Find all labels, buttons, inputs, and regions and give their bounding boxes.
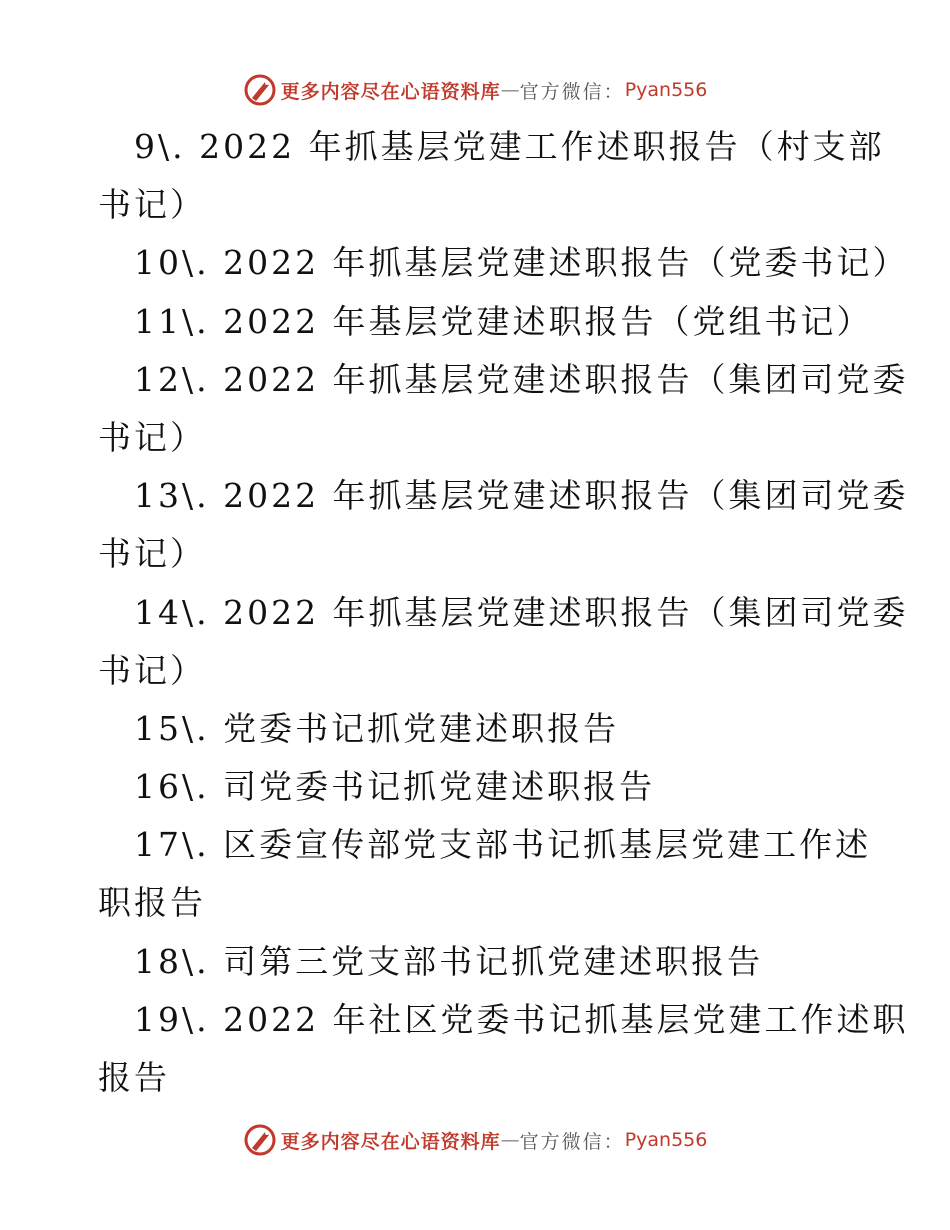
document-line: 15\. 党委书记抓党建述职报告 (134, 708, 620, 748)
watermark-wechat-id: Pyan556 (624, 79, 708, 101)
document-line: 11\. 2022 年基层党建述职报告（党组书记） (134, 301, 873, 341)
document-line: 13\. 2022 年抓基层党建述职报告（集团司党委 (134, 476, 909, 516)
document-body (98, 118, 909, 1107)
pen-logo-icon (243, 73, 277, 107)
document-line: 书记） (98, 650, 206, 690)
watermark-separator: — (500, 1129, 520, 1151)
watermark-site-text: 更多内容尽在心语资料库 (280, 80, 501, 103)
watermark-site-text: 更多内容尽在心语资料库 (280, 1130, 501, 1153)
watermark-wechat-label: 官方微信： (519, 80, 625, 103)
document-line: 14\. 2022 年抓基层党建述职报告（集团司党委 (134, 592, 909, 632)
document-line: 19\. 2022 年社区党委书记抓基层党建工作述职 (134, 999, 909, 1039)
document-line: 10\. 2022 年抓基层党建述职报告（党委书记） (134, 243, 909, 283)
document-line: 书记） (98, 534, 206, 574)
document-line: 职报告 (98, 883, 206, 923)
watermark-wechat-label: 官方微信： (519, 1130, 625, 1153)
document-line: 书记） (98, 185, 206, 225)
watermark-wechat-id: Pyan556 (624, 1129, 708, 1151)
document-line: 12\. 2022 年抓基层党建述职报告（集团司党委 (134, 359, 909, 399)
document-line: 9\. 2022 年抓基层党建工作述职报告（村支部 (134, 127, 885, 166)
header-watermark (0, 70, 950, 110)
pen-logo-icon (243, 1123, 277, 1157)
document-line: 书记） (98, 417, 206, 457)
document-line: 17\. 区委宣传部党支部书记抓基层党建工作述 (134, 825, 872, 865)
footer-watermark (0, 1120, 950, 1160)
document-line: 16\. 司党委书记抓党建述职报告 (134, 767, 656, 807)
document-line: 18\. 司第三党支部书记抓党建述职报告 (134, 941, 764, 981)
watermark-separator: — (500, 79, 520, 101)
document-line: 报告 (98, 1058, 170, 1097)
